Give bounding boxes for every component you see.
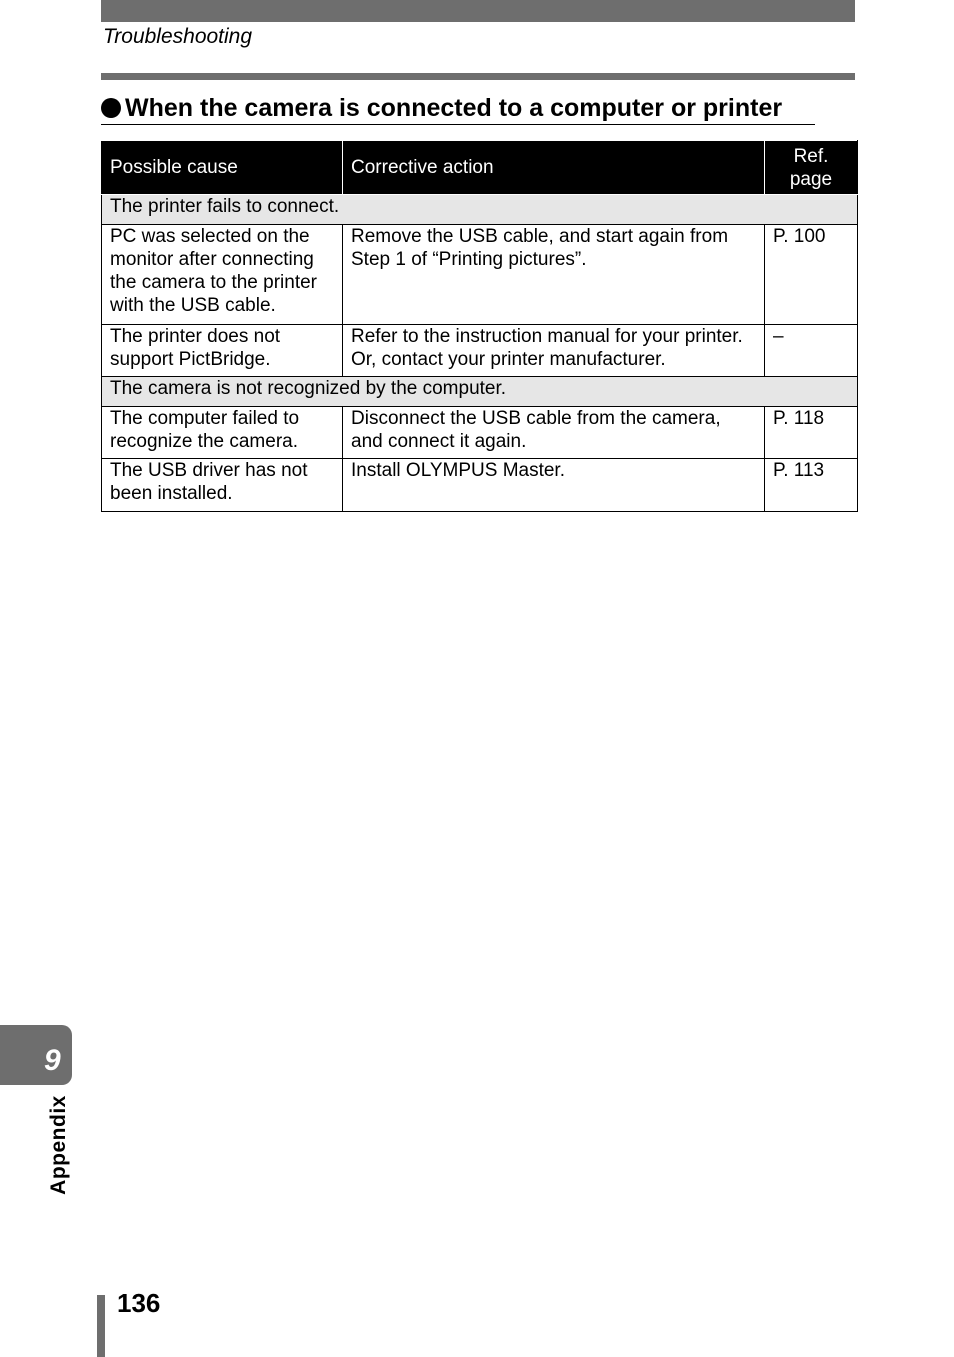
page-number-bar — [97, 1295, 105, 1357]
header-possible-cause: Possible cause — [102, 141, 343, 195]
action-cell: Refer to the instruction manual for your printer. Or, contact your printer manufacturer. — [343, 325, 765, 377]
header-ref-page — [765, 141, 858, 195]
cause-cell: The printer does not support PictBridge. — [102, 325, 343, 377]
page-number: 136 — [117, 1288, 161, 1318]
chapter-number: 9 — [44, 1044, 61, 1077]
action-cell: Disconnect the USB cable from the camera, and connect it again. — [343, 407, 765, 459]
table-row — [102, 459, 858, 512]
table-row — [102, 407, 858, 459]
ref-cell: P. 118 — [765, 407, 858, 459]
category-row — [102, 195, 858, 225]
chapter-label: Appendix — [47, 1095, 70, 1195]
running-header: Troubleshooting — [103, 25, 253, 48]
header-ref-line1: Ref. — [793, 145, 829, 167]
table-row — [102, 325, 858, 377]
troubleshooting-table — [101, 140, 858, 512]
header-corrective-action: Corrective action — [343, 141, 765, 195]
ref-cell: – — [765, 325, 858, 377]
action-cell: Install OLYMPUS Master. — [343, 459, 765, 512]
ref-cell: P. 100 — [765, 225, 858, 325]
category-title: The camera is not recognized by the computer. — [102, 377, 858, 407]
header-ref-line2: page — [789, 168, 833, 190]
ref-cell: P. 113 — [765, 459, 858, 512]
cause-cell: The USB driver has not been installed. — [102, 459, 343, 512]
section-rule — [101, 73, 855, 80]
chapter-tab — [0, 1025, 72, 1085]
top-bar — [101, 0, 855, 22]
cause-cell: PC was selected on the monitor after connecting the camera to the printer with the USB cable. — [102, 225, 343, 325]
action-cell: Remove the USB cable, and start again from Step 1 of “Printing pictures”. — [343, 225, 765, 325]
cause-cell: The computer failed to recognize the camera. — [102, 407, 343, 459]
bullet-icon — [101, 98, 121, 118]
category-row — [102, 377, 858, 407]
section-title — [101, 92, 815, 125]
section-title-text: When the camera is connected to a computer or printer — [125, 94, 783, 122]
table-header-row — [102, 141, 858, 195]
table-row — [102, 225, 858, 325]
category-title: The printer fails to connect. — [102, 195, 858, 225]
